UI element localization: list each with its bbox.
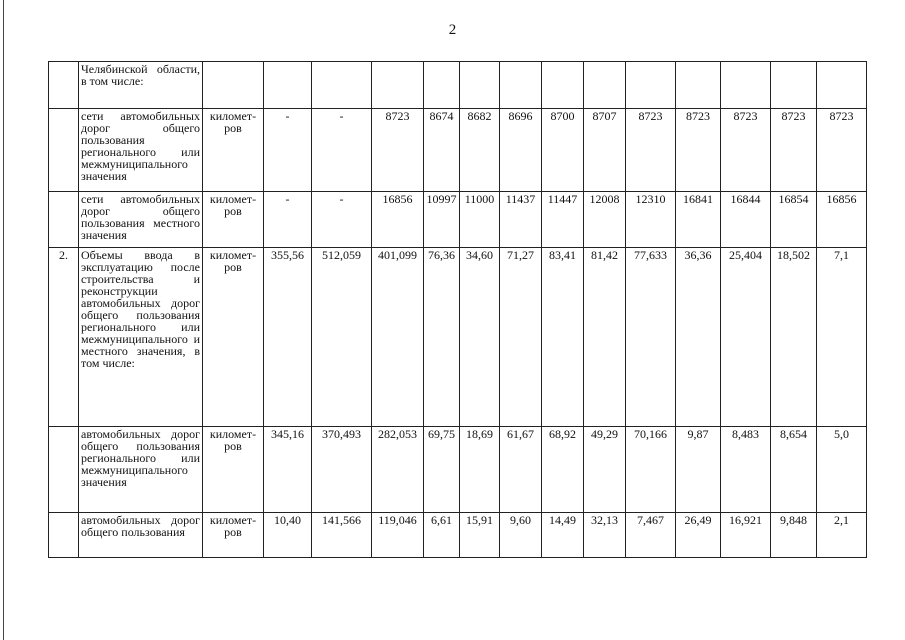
value-cell: -	[264, 192, 312, 248]
value-cell	[626, 62, 676, 109]
indicator-name-cell: автомобильных дорог общего пользования регионального или межмуниципального значения	[79, 427, 203, 513]
value-cell: 8,483	[721, 427, 771, 513]
value-cell: 7,1	[817, 248, 867, 427]
unit-cell: километ-ров	[203, 109, 264, 192]
row-number-cell	[49, 427, 79, 513]
value-cell	[771, 62, 817, 109]
value-cell: 141,566	[312, 513, 372, 558]
value-cell: 77,633	[626, 248, 676, 427]
value-cell: 18,502	[771, 248, 817, 427]
value-cell	[584, 62, 626, 109]
value-cell: 18,69	[460, 427, 500, 513]
value-cell: 11437	[500, 192, 542, 248]
value-cell: 401,099	[372, 248, 424, 427]
value-cell: 32,13	[584, 513, 626, 558]
value-cell: 10,40	[264, 513, 312, 558]
value-cell	[424, 62, 460, 109]
value-cell: 8723	[721, 109, 771, 192]
value-cell: 26,49	[676, 513, 721, 558]
value-cell: 512,059	[312, 248, 372, 427]
value-cell: 8723	[771, 109, 817, 192]
value-cell: 345,16	[264, 427, 312, 513]
table-body	[49, 62, 867, 558]
value-cell: 11000	[460, 192, 500, 248]
value-cell: 2,1	[817, 513, 867, 558]
row-number-cell	[49, 109, 79, 192]
value-cell: 8707	[584, 109, 626, 192]
value-cell: 36,36	[676, 248, 721, 427]
table-row	[49, 248, 867, 427]
row-number-cell: 2.	[49, 248, 79, 427]
value-cell: 8700	[542, 109, 584, 192]
value-cell: 7,467	[626, 513, 676, 558]
value-cell: 5,0	[817, 427, 867, 513]
value-cell: 15,91	[460, 513, 500, 558]
table-row	[49, 62, 867, 109]
unit-cell: километ-ров	[203, 248, 264, 427]
value-cell	[542, 62, 584, 109]
value-cell: 11447	[542, 192, 584, 248]
value-cell: 34,60	[460, 248, 500, 427]
value-cell: 6,61	[424, 513, 460, 558]
row-number-cell	[49, 513, 79, 558]
value-cell: 370,493	[312, 427, 372, 513]
value-cell: 16856	[817, 192, 867, 248]
value-cell: 16844	[721, 192, 771, 248]
value-cell: 8723	[626, 109, 676, 192]
value-cell	[312, 62, 372, 109]
value-cell: 16856	[372, 192, 424, 248]
value-cell	[676, 62, 721, 109]
value-cell: 68,92	[542, 427, 584, 513]
value-cell	[372, 62, 424, 109]
value-cell: 83,41	[542, 248, 584, 427]
row-number-cell	[49, 62, 79, 109]
value-cell: -	[312, 109, 372, 192]
table-row	[49, 109, 867, 192]
value-cell: 119,046	[372, 513, 424, 558]
indicator-name-cell: автомобильных дорог общего пользования	[79, 513, 203, 558]
page-left-edge-line	[3, 0, 4, 640]
value-cell: 16841	[676, 192, 721, 248]
value-cell: 8682	[460, 109, 500, 192]
value-cell: 71,27	[500, 248, 542, 427]
value-cell: 8723	[372, 109, 424, 192]
row-number-cell	[49, 192, 79, 248]
unit-cell: километ-ров	[203, 427, 264, 513]
value-cell: 8696	[500, 109, 542, 192]
value-cell: 49,29	[584, 427, 626, 513]
value-cell: 76,36	[424, 248, 460, 427]
value-cell: -	[312, 192, 372, 248]
page-number: 2	[448, 22, 457, 38]
table-row	[49, 427, 867, 513]
indicator-name-cell: сети автомобильных дорог общего пользования регионального или межмуниципального значения	[79, 109, 203, 192]
value-cell: 10997	[424, 192, 460, 248]
table-row	[49, 513, 867, 558]
value-cell: 9,87	[676, 427, 721, 513]
value-cell: 12008	[584, 192, 626, 248]
value-cell: 12310	[626, 192, 676, 248]
value-cell: 70,166	[626, 427, 676, 513]
value-cell: 14,49	[542, 513, 584, 558]
value-cell: 81,42	[584, 248, 626, 427]
value-cell: 8723	[676, 109, 721, 192]
value-cell: 16854	[771, 192, 817, 248]
table-row	[49, 192, 867, 248]
indicator-name-cell: Челябинской области, в том числе:	[79, 62, 203, 109]
value-cell: 8723	[817, 109, 867, 192]
unit-cell	[203, 62, 264, 109]
value-cell: 16,921	[721, 513, 771, 558]
value-cell	[264, 62, 312, 109]
value-cell: 282,053	[372, 427, 424, 513]
value-cell: 25,404	[721, 248, 771, 427]
indicator-name-cell: сети автомобильных дорог общего пользования местного значения	[79, 192, 203, 248]
value-cell: 69,75	[424, 427, 460, 513]
road-network-table	[48, 61, 867, 558]
value-cell: 355,56	[264, 248, 312, 427]
value-cell: 8674	[424, 109, 460, 192]
value-cell: 9,848	[771, 513, 817, 558]
value-cell: 8,654	[771, 427, 817, 513]
value-cell	[721, 62, 771, 109]
unit-cell: километ-ров	[203, 192, 264, 248]
value-cell	[817, 62, 867, 109]
value-cell: -	[264, 109, 312, 192]
value-cell	[460, 62, 500, 109]
indicator-name-cell: Объемы ввода в эксплуатацию после строительства и реконструкции автомобильных дорог общего пользования регионального или межмуниципального и местного значения, в том числе:	[79, 248, 203, 427]
unit-cell: километ-ров	[203, 513, 264, 558]
value-cell: 9,60	[500, 513, 542, 558]
value-cell: 61,67	[500, 427, 542, 513]
value-cell	[500, 62, 542, 109]
